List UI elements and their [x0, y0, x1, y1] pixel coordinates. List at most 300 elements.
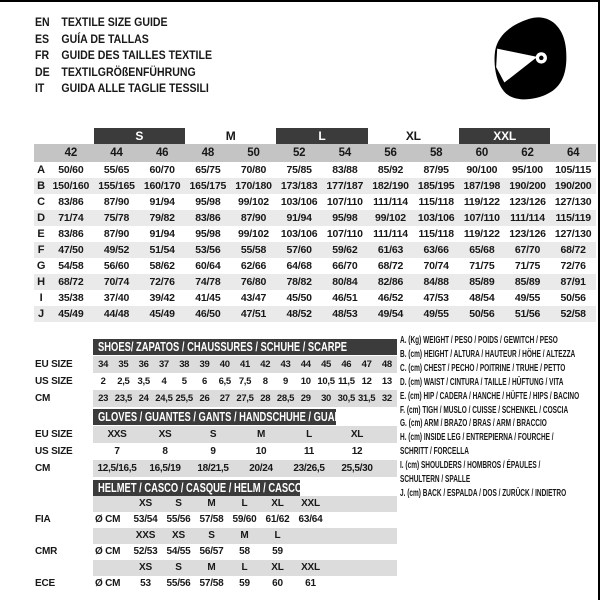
cell-value: 3,5	[137, 376, 150, 387]
helmet-value: 57/58	[199, 514, 224, 525]
size-column-header: 56	[384, 147, 397, 159]
helmet-size: L	[241, 562, 248, 573]
size-value: 70/74	[103, 276, 130, 288]
size-value: 48/52	[286, 308, 312, 320]
size-column-header: 52	[292, 147, 306, 159]
size-value: 53/56	[195, 244, 221, 256]
cell-value: 31,5	[357, 393, 376, 404]
size-value: 70/74	[423, 260, 449, 272]
size-value: 91/94	[286, 212, 312, 224]
helmet-value: 55/56	[166, 514, 191, 525]
helmet-value: 61	[305, 578, 316, 589]
helmet-value: 58	[239, 546, 250, 557]
language-code: ES	[35, 31, 50, 46]
helmet-standard-label: FIA	[35, 514, 51, 525]
size-value: 103/106	[417, 212, 455, 224]
helmet-value: 59	[272, 546, 283, 557]
size-value: 52/58	[560, 308, 586, 320]
cell-value: 44	[300, 359, 311, 370]
sub-table-row	[35, 373, 397, 390]
size-number-row	[34, 144, 596, 162]
cell-spacer	[93, 496, 129, 512]
legend-line: I. (cm) SHOULDERS / HOMBROS / ÉPAULES /	[400, 460, 541, 472]
size-column-header: 46	[155, 147, 169, 159]
size-value: 35/38	[58, 292, 84, 304]
cell-value: 35	[118, 359, 129, 370]
row-cells	[93, 576, 397, 592]
row-cells	[93, 496, 397, 512]
size-value: 87/90	[240, 212, 267, 224]
row-cells	[93, 373, 397, 390]
size-value: 44/48	[103, 308, 130, 320]
size-value: 45/49	[58, 308, 84, 320]
cell-value: 5	[181, 376, 187, 387]
size-value: 107/110	[326, 196, 363, 208]
cell-value: 11,5	[337, 376, 355, 387]
size-value: 60/70	[149, 164, 175, 176]
size-value: 95/100	[512, 164, 543, 176]
size-band-XL: XL	[405, 129, 421, 143]
size-value: 107/110	[463, 212, 500, 224]
size-value: 46/52	[377, 292, 404, 304]
language-code: EN	[35, 15, 50, 29]
legend-line: D. (cm) WAIST / CINTURA / TAILLE / HÜFTUNG / VITA	[400, 376, 564, 388]
size-value: 71/75	[514, 260, 541, 272]
row-letter: G	[36, 260, 46, 272]
cell-value: XS	[158, 429, 172, 440]
sub-table-row	[35, 356, 397, 373]
size-value: 105/115	[555, 164, 592, 176]
row-label: US SIZE	[35, 446, 73, 457]
size-value: 165/175	[189, 180, 227, 192]
helmet-values-row	[35, 544, 397, 560]
size-value: 80/84	[332, 276, 358, 288]
cell-value: 9	[210, 446, 216, 457]
helmet-values-row	[35, 512, 397, 528]
cell-value: 12	[361, 376, 372, 387]
helmet-standard-label: CMR	[35, 546, 58, 557]
size-value: 49/55	[514, 292, 541, 304]
shoes-table	[35, 339, 397, 407]
language-title: GUÍA DE TALLAS	[61, 31, 149, 46]
size-value: 119/122	[463, 196, 500, 208]
cell-value: 25,5/30	[341, 463, 373, 474]
row-letter: H	[37, 276, 45, 288]
legend-line: J. (cm) BACK / ESPALDA / DOS / ZURÜCK / INDIETRO	[400, 487, 567, 499]
cell-value: 12	[351, 446, 363, 457]
helmet-value: 59	[239, 578, 250, 589]
size-value: 90/100	[466, 164, 498, 176]
size-value: 68/72	[58, 276, 84, 288]
row-label	[35, 528, 93, 544]
row-cells	[93, 460, 397, 477]
size-value: 49/54	[377, 308, 404, 320]
helmet-size: M	[207, 498, 216, 509]
helmet-unit: Ø CM	[95, 546, 121, 557]
legend-line: B. (cm) HEIGHT / ALTURA / HAUTEUR / HÖHE / ALTEZZA	[400, 348, 576, 360]
textile-row	[34, 226, 596, 242]
size-band-S: S	[94, 128, 185, 144]
helmet-size: XXS	[135, 530, 156, 541]
helmet-sizes-row	[35, 560, 397, 576]
helmet-value: 53	[140, 578, 151, 589]
helmet-value: 59/60	[232, 514, 257, 525]
row-cells	[93, 512, 397, 528]
size-value: 111/114	[510, 212, 545, 224]
size-value: 115/118	[418, 196, 454, 208]
size-value: 46/50	[195, 308, 221, 320]
size-value: 76/80	[240, 276, 267, 288]
helmet-value: 55/56	[166, 578, 191, 589]
row-cells	[93, 356, 397, 373]
gloves-rows	[35, 426, 397, 477]
textile-rows	[34, 162, 596, 322]
size-value: 75/78	[103, 212, 130, 224]
helmet-value: 61/62	[265, 514, 290, 525]
size-value: 50/56	[560, 292, 586, 304]
size-value: 79/82	[149, 212, 175, 224]
size-value: 39/42	[149, 292, 175, 304]
cell-value: 9	[283, 376, 289, 387]
row-label: EU SIZE	[35, 359, 73, 370]
size-value: 59/62	[332, 244, 358, 256]
row-cells	[93, 544, 397, 560]
size-value: 68/72	[377, 260, 404, 272]
cell-value: 20/24	[249, 463, 273, 474]
size-value: 127/130	[554, 228, 592, 240]
cell-value: 26	[199, 393, 210, 404]
helmet-sizes-row	[35, 496, 397, 512]
size-value: 51/54	[149, 244, 175, 256]
cell-value: L	[306, 429, 312, 440]
shoes-table-title: SHOES/ ZAPATOS / CHAUSSURES / SCHUHE / SCARPE	[98, 340, 347, 354]
size-value: 190/200	[554, 180, 592, 192]
cell-value: 18/21,5	[197, 463, 229, 474]
cell-value: 24,5	[155, 393, 173, 404]
size-value: 47/51	[240, 308, 267, 320]
helmet-values-row	[35, 576, 397, 592]
size-value: 91/94	[149, 228, 175, 240]
helmet-size: XS	[139, 562, 152, 573]
cell-value: 23/26,5	[293, 463, 325, 474]
size-band-spacer	[550, 128, 596, 144]
size-value: 48/53	[332, 308, 358, 320]
row-cells	[93, 528, 397, 544]
size-column-header: 62	[521, 147, 534, 159]
cell-value: 27	[219, 393, 230, 404]
textile-row	[34, 306, 596, 322]
cell-spacer	[93, 528, 129, 544]
row-label: CM	[35, 463, 51, 474]
cell-value: 46	[341, 359, 352, 370]
size-value: 55/65	[103, 164, 130, 176]
row-cells	[93, 443, 397, 460]
cell-value: 41	[240, 359, 250, 370]
size-value: 119/122	[463, 228, 500, 240]
row-letter: F	[37, 244, 45, 256]
helmet-size: S	[175, 498, 182, 509]
helmet-size: L	[274, 530, 281, 541]
cell-value: M	[256, 429, 266, 440]
size-value: 99/102	[238, 196, 269, 208]
measurement-legend	[400, 334, 595, 501]
textile-row	[34, 258, 596, 274]
size-value: 187/198	[463, 180, 501, 192]
size-value: 83/86	[58, 228, 84, 240]
size-column-header: 54	[338, 147, 352, 159]
size-column-header: 42	[64, 147, 78, 159]
size-value: 62/66	[240, 260, 267, 272]
size-value: 75/85	[286, 164, 312, 176]
cell-value: 2	[100, 376, 106, 387]
cell-value: 8	[162, 446, 168, 457]
row-label: CM	[35, 393, 51, 404]
size-value: 182/190	[372, 180, 409, 192]
cell-value: 30	[321, 393, 332, 404]
helmet-size: S	[208, 530, 215, 541]
size-column-header: 60	[475, 147, 489, 159]
cell-value: 24	[138, 393, 149, 404]
size-value: 155/165	[98, 180, 135, 192]
cell-value: 32	[381, 393, 392, 404]
row-letter: B	[37, 180, 45, 192]
size-value: 55/58	[240, 244, 267, 256]
size-value: 72/76	[149, 276, 175, 288]
cell-value: 40	[219, 359, 230, 370]
size-column-header: 50	[247, 147, 260, 159]
size-column-header: 58	[429, 147, 443, 159]
size-value: 111/114	[373, 196, 408, 208]
helmet-table-title-bar	[93, 480, 303, 496]
size-value: 87/95	[423, 164, 449, 176]
textile-row	[34, 274, 596, 290]
size-value: 65/75	[195, 164, 221, 176]
cell-value: 7,5	[238, 376, 252, 387]
size-value: 95/98	[195, 228, 221, 240]
row-letter: C	[37, 196, 45, 208]
cell-value: 39	[199, 359, 210, 370]
helmet-size: XL	[271, 562, 284, 573]
size-value: 91/94	[149, 196, 175, 208]
cell-value: 23,5	[114, 393, 133, 404]
size-band-L: L	[276, 128, 367, 144]
size-value: 107/110	[326, 228, 363, 240]
cell-value: 7	[114, 446, 120, 457]
textile-row	[34, 210, 596, 226]
cell-spacer	[93, 560, 129, 576]
row-label	[35, 496, 93, 512]
row-cells	[93, 426, 397, 443]
size-value: 185/195	[417, 180, 455, 192]
language-row	[35, 80, 212, 97]
helmet-groups	[35, 496, 397, 592]
size-value: 87/90	[103, 196, 130, 208]
helmet-unit: Ø CM	[95, 514, 121, 525]
helmet-sizes-row	[35, 528, 397, 544]
language-title: GUIDE DES TAILLES TEXTILE	[61, 48, 212, 62]
size-value: 49/55	[423, 308, 449, 320]
size-value: 99/102	[375, 212, 406, 224]
cell-value: 36	[138, 359, 149, 370]
row-cells	[93, 560, 397, 576]
helmet-value: 60	[272, 578, 283, 589]
gloves-table	[35, 409, 397, 477]
size-band-spacer	[34, 128, 94, 144]
legend-line: E. (cm) HIP / CADERA / HANCHE / HÜFTE / HIPS / BACINO	[400, 390, 580, 402]
legend-line: G. (cm) ARM / BRAZO / BRAS / ARM / BRACCIO	[400, 418, 547, 430]
helmet-table	[35, 480, 397, 592]
size-value: 83/86	[58, 196, 84, 208]
size-value: 37/40	[103, 292, 130, 304]
cell-value: 10,5	[317, 376, 335, 387]
size-value: 65/68	[469, 244, 495, 256]
size-value: 63/66	[423, 244, 449, 256]
size-value: 95/98	[195, 196, 221, 208]
cell-value: 2,5	[117, 376, 130, 387]
sub-table-row	[35, 460, 397, 477]
cell-value: 27,5	[236, 393, 254, 404]
cell-value: S	[209, 429, 217, 440]
size-value: 85/92	[377, 164, 404, 176]
size-column-header: 48	[201, 147, 215, 159]
size-value: 54/58	[58, 260, 84, 272]
size-value: 82/86	[377, 276, 404, 288]
language-code: DE	[35, 64, 50, 79]
helmet-value: 53/54	[133, 514, 158, 525]
row-label: US SIZE	[35, 376, 73, 387]
textile-row	[34, 194, 596, 210]
language-row	[35, 14, 212, 31]
textile-row	[34, 178, 596, 194]
size-value: 127/130	[554, 196, 592, 208]
cell-value: XXS	[107, 429, 127, 440]
helmet-standard-label: ECE	[35, 578, 55, 589]
size-value: 87/90	[103, 228, 130, 240]
cell-value: 4	[161, 376, 167, 387]
size-value: 58/62	[149, 260, 175, 272]
size-band-row	[34, 127, 596, 144]
shoes-table-title-bar	[93, 339, 397, 355]
helmet-value: 63/64	[298, 514, 323, 525]
size-value: 71/74	[58, 212, 84, 224]
cell-value: 23	[98, 393, 109, 404]
size-column-header: 44	[110, 147, 123, 159]
helmet-value: 52/53	[133, 546, 158, 557]
helmet-size: XXL	[301, 498, 320, 509]
helmet-size: L	[241, 498, 248, 509]
cell-value: 28	[260, 393, 271, 404]
size-value: 87/91	[560, 276, 586, 288]
size-value: 66/70	[332, 260, 358, 272]
cell-value: 25,5	[175, 393, 193, 404]
helmet-size: M	[207, 562, 216, 573]
size-value: 71/75	[469, 260, 495, 272]
size-value: 49/52	[103, 244, 130, 256]
helmet-unit: Ø CM	[95, 578, 121, 589]
language-title: TEXTILE SIZE GUIDE	[61, 15, 168, 29]
size-value: 45/50	[286, 292, 312, 304]
size-value: 45/49	[149, 308, 175, 320]
size-value: 190/200	[509, 180, 546, 192]
size-value: 160/170	[143, 180, 181, 192]
size-value: 67/70	[514, 244, 541, 256]
size-value: 57/60	[286, 244, 312, 256]
cell-value: 10	[300, 376, 311, 387]
cell-value: 10	[255, 446, 267, 457]
gloves-table-title: GLOVES / GUANTES / GANTS / HANDSCHUHE / GUANTI	[98, 410, 350, 424]
sub-table-row	[35, 426, 397, 443]
legend-line: SCHRITT / FORCELLA	[400, 446, 469, 458]
cell-value: 34	[98, 359, 109, 370]
size-value: 84/88	[423, 276, 449, 288]
legend-line: A. (Kg) WEIGHT / PESO / POIDS / GEWITCH / PESO	[400, 335, 558, 346]
cell-value: 11	[304, 446, 314, 457]
cell-value: 28,5	[276, 393, 295, 404]
size-value: 95/98	[332, 212, 358, 224]
size-value: 78/82	[286, 276, 312, 288]
cell-value: 13	[381, 376, 392, 387]
cell-value: 45	[321, 359, 332, 370]
size-value: 60/64	[195, 260, 221, 272]
size-band-XXL: XXL	[459, 128, 550, 144]
row-label: EU SIZE	[35, 429, 73, 440]
sub-table-row	[35, 390, 397, 407]
language-title: TEXTILGRÖßENFÜHRUNG	[61, 64, 196, 79]
helmet-size: M	[240, 530, 249, 541]
cell-value: 42	[260, 359, 271, 370]
size-value: 103/106	[280, 196, 318, 208]
size-value: 123/126	[509, 196, 546, 208]
gloves-table-title-bar	[93, 409, 350, 425]
shoes-rows	[35, 356, 397, 407]
language-code: IT	[35, 81, 45, 95]
cell-value: XL	[350, 429, 364, 440]
textile-row	[34, 162, 596, 178]
cell-value: 37	[158, 359, 169, 370]
size-value: 99/102	[238, 228, 269, 240]
cell-value: 12,5/16,5	[97, 463, 137, 474]
helmet-size: XL	[271, 498, 284, 509]
row-letter: E	[37, 228, 45, 240]
legend-line: H. (cm) INSIDE LEG / ENTREPIERNA / FOURCHE /	[400, 432, 554, 444]
size-value: 50/60	[58, 164, 84, 176]
cell-value: 8	[262, 376, 268, 387]
language-row	[35, 64, 212, 81]
size-value: 103/106	[280, 228, 318, 240]
size-band-M: M	[225, 129, 236, 143]
language-title: GUIDA ALLE TAGLIE TESSILI	[61, 81, 209, 95]
size-value: 47/53	[423, 292, 449, 304]
row-letter: A	[37, 164, 45, 176]
helmet-value: 56/57	[199, 546, 224, 557]
size-value: 61/63	[377, 244, 404, 256]
size-value: 51/56	[514, 308, 541, 320]
row-cells	[93, 390, 397, 407]
size-value: 46/51	[332, 292, 358, 304]
cell-value: 6,5	[218, 376, 231, 387]
helmet-size: S	[175, 562, 182, 573]
row-letter: J	[38, 308, 44, 320]
size-value: 83/86	[195, 212, 221, 224]
size-column-header: 64	[566, 147, 580, 159]
helmet-size: XXL	[301, 562, 320, 573]
size-value: 43/47	[240, 292, 267, 304]
size-value: 177/187	[326, 180, 364, 192]
helmet-size: XS	[139, 498, 152, 509]
size-value: 83/88	[332, 164, 358, 176]
sub-table-row	[35, 443, 397, 460]
size-value: 115/119	[555, 212, 591, 224]
